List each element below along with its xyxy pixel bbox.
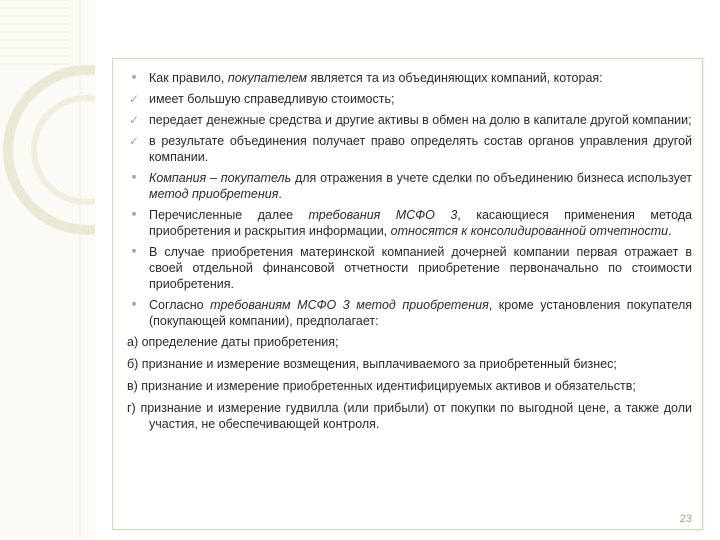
list-item-text: . — [278, 187, 282, 201]
sub-list-item: г) признание и измерение гудвилла (или прибыли) от покупки по выгодной цене, а также доли участия, не обеспечивающей контроля. — [127, 401, 692, 431]
list-item-text: относятся к консолидированной отчетности — [390, 224, 669, 238]
list-item-text: Как правило, — [149, 71, 228, 85]
checkmark-icon: ✓ — [128, 92, 140, 106]
bullet-icon: ■ — [131, 248, 137, 255]
list-item-text: Перечисленные далее — [149, 208, 309, 222]
list-item-text: Согласно — [149, 298, 211, 312]
sub-list-item: а) определение даты приобретения; — [127, 335, 339, 349]
list-item-text: является та из объединяющих компаний, которая: — [307, 71, 603, 85]
list-item-text: требования МСФО 3 — [308, 208, 458, 222]
list-item-text: В случае приобретения материнской компанией дочерней компании первая отражает в своей отдельной финансовой отчетности приобретение первоначально по стоимости приобретения. — [149, 245, 692, 291]
bullet-icon: ■ — [131, 174, 137, 181]
bullet-icon: ■ — [131, 74, 137, 81]
page-number: 23 — [679, 513, 692, 525]
list-item — [127, 91, 692, 107]
list-item-text: Компания – покупатель — [149, 171, 292, 185]
slide-content — [113, 59, 702, 529]
slide-content-frame — [112, 58, 703, 530]
list-item-text: , кроме установления покупателя (покупающей компании), предполагает: — [149, 298, 693, 328]
bullet-icon: ■ — [131, 211, 137, 218]
list-item — [127, 297, 692, 329]
checkmark-icon: ✓ — [128, 113, 140, 127]
list-item — [127, 244, 692, 292]
list-item — [127, 133, 692, 165]
list-item — [127, 207, 692, 239]
list-item — [127, 70, 692, 86]
list-item-text: метод приобретения — [149, 187, 279, 201]
bullet-icon: ■ — [131, 301, 137, 308]
list-item-text: для отражения в учете сделки по объединению бизнеса использует — [291, 171, 692, 185]
list-item — [127, 170, 692, 202]
list-item-text: покупателем — [227, 71, 308, 85]
checkmark-icon: ✓ — [128, 134, 140, 148]
list-item — [127, 112, 692, 128]
sub-list-item: б) признание и измерение возмещения, выплачиваемого за приобретенный бизнес; — [127, 357, 617, 371]
list-item-text: передает денежные средства и другие активы в обмен на долю в капитале другой компании; — [149, 113, 692, 127]
sub-list-item: в) признание и измерение приобретенных идентифицируемых активов и обязательств; — [127, 379, 636, 393]
list-item-text: имеет большую справедливую стоимость; — [149, 92, 395, 106]
decorative-background — [0, 0, 95, 540]
list-item-text: в результате объединения получает право определять состав органов управления другой компании. — [149, 134, 692, 164]
list-item-text: требованиям МСФО 3 метод приобретения — [210, 298, 489, 312]
list-item-text: . — [668, 224, 672, 238]
list-item-text: , касающиеся применения метода приобретения и раскрытия информации, — [149, 208, 692, 238]
